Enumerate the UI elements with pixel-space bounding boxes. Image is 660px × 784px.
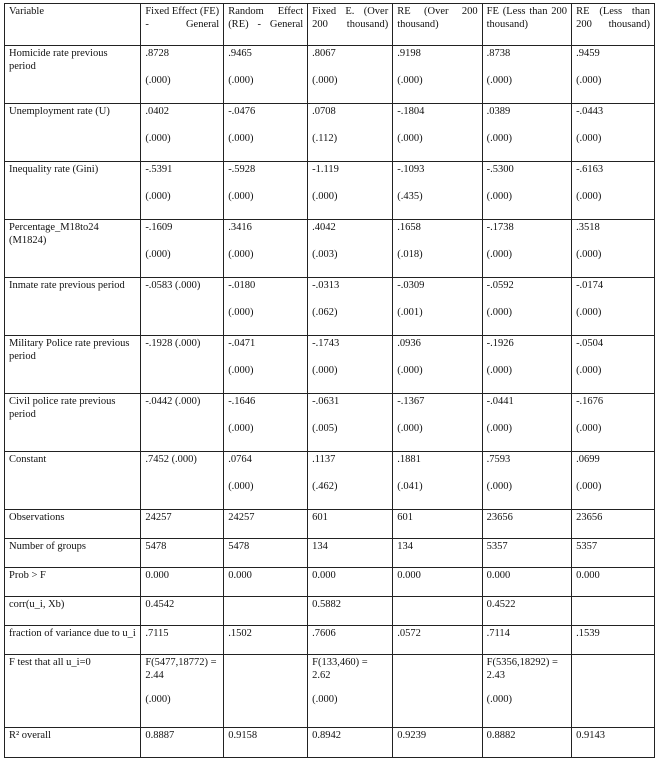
p-value: (.000) [576, 364, 602, 376]
stat-value: .7115 [141, 626, 224, 655]
coefficient-value: .8728 [145, 48, 169, 59]
stat-value: 0.9239 [393, 728, 482, 758]
coef-cell [482, 162, 571, 220]
coef-cell [482, 394, 571, 452]
coefficient-value: .3518 [576, 222, 600, 233]
coefficient-value: -.1738 [486, 222, 514, 233]
table-row [5, 539, 655, 568]
table-row [5, 336, 655, 394]
p-value: (.000) [576, 248, 602, 260]
p-value: (.018) [397, 248, 423, 260]
coefficient-value: .4042 [312, 222, 336, 233]
p-value: (.000) [486, 422, 513, 434]
f-statistic: F(5477,18772) = 2.44 [145, 657, 217, 681]
p-value: (.000) [228, 248, 254, 260]
p-value: (.000) [228, 306, 254, 318]
coef-cell [224, 104, 308, 162]
coef-cell [572, 46, 655, 104]
coefficient-value: .1881 [397, 454, 421, 465]
p-value: (.000) [228, 364, 254, 376]
coef-cell [393, 452, 482, 510]
coef-cell [141, 220, 224, 278]
coefficient-value: -.6163 [576, 164, 604, 175]
stat-value: 0.000 [308, 568, 393, 597]
p-value: (.000) [397, 132, 423, 144]
table-row [5, 104, 655, 162]
p-value: (.000) [486, 190, 513, 202]
stat-label: fraction of variance due to u_i [5, 626, 141, 655]
ftest-cell [393, 655, 482, 728]
p-value: (.000) [576, 132, 602, 144]
row-label: Constant [5, 452, 141, 510]
p-value: (.000) [486, 74, 513, 86]
coef-cell [308, 46, 393, 104]
coefficient-value: .9459 [576, 48, 600, 59]
p-value: (.000) [576, 422, 602, 434]
stat-value [224, 597, 308, 626]
coefficient-value: .8738 [486, 48, 511, 59]
coefficient-value: -.1804 [397, 106, 425, 117]
p-value: (.000) [312, 190, 338, 202]
stat-value: 601 [308, 510, 393, 539]
stat-value: 0.000 [572, 568, 655, 597]
coef-cell [393, 336, 482, 394]
coef-cell [308, 104, 393, 162]
stat-value: 0.000 [393, 568, 482, 597]
header-re-less-200k: RE (Less than 200 thousand) [572, 4, 655, 46]
ftest-cell [141, 655, 224, 728]
p-value: (.000) [145, 694, 171, 705]
ftest-cell [572, 655, 655, 728]
coefficient-value: -.1676 [576, 396, 604, 407]
coef-cell [141, 104, 224, 162]
coef-cell [482, 278, 571, 336]
coefficient-value: -.0476 [228, 106, 256, 117]
stat-value [572, 597, 655, 626]
stat-value [393, 597, 482, 626]
ftest-cell [482, 655, 571, 728]
ftest-cell [224, 655, 308, 728]
coefficient-value: -.0441 [486, 396, 514, 407]
row-label: Percentage_M18to24 (M1824) [5, 220, 141, 278]
p-value: (.062) [312, 306, 338, 318]
coefficient-value: -.0583 (.000) [145, 280, 201, 291]
p-value: (.001) [397, 306, 423, 318]
coefficient-value: -.0313 [312, 280, 340, 291]
stat-value: .1502 [224, 626, 308, 655]
p-value: (.000) [576, 306, 602, 318]
coefficient-value: .0699 [576, 454, 600, 465]
coefficient-value: -.0471 [228, 338, 256, 349]
header-variable: Variable [5, 4, 141, 46]
stat-label: corr(u_i, Xb) [5, 597, 141, 626]
stat-value: 5478 [141, 539, 224, 568]
coef-cell [482, 46, 571, 104]
header-re-over-200k: RE (Over 200 thousand) [393, 4, 482, 46]
coef-cell [482, 220, 571, 278]
coefficient-value: -.5928 [228, 164, 256, 175]
stat-label: Number of groups [5, 539, 141, 568]
coefficient-value: .1658 [397, 222, 421, 233]
table-row [5, 626, 655, 655]
stat-value: 23656 [572, 510, 655, 539]
p-value: (.000) [228, 74, 254, 86]
table-row [5, 162, 655, 220]
table-row [5, 278, 655, 336]
coef-cell [572, 452, 655, 510]
coef-cell [482, 336, 571, 394]
coef-cell [224, 336, 308, 394]
p-value: (.000) [145, 74, 171, 86]
coefficient-value: .0936 [397, 338, 421, 349]
table-row [5, 452, 655, 510]
coefficient-value: .0402 [145, 106, 169, 117]
table-row [5, 220, 655, 278]
p-value: (.000) [228, 422, 254, 434]
coef-cell [141, 46, 224, 104]
stat-value: 0.000 [141, 568, 224, 597]
p-value: (.000) [397, 74, 423, 86]
coef-cell [572, 394, 655, 452]
f-statistic: F(133,460) = 2.62 [312, 657, 368, 681]
coefficient-value: -.0174 [576, 280, 604, 291]
table-row-r2 [5, 728, 655, 758]
coef-cell [141, 394, 224, 452]
p-value: (.000) [576, 480, 602, 492]
coefficient-value: .8067 [312, 48, 336, 59]
coefficient-value: -.5391 [145, 164, 173, 175]
p-value: (.000) [228, 480, 254, 492]
regression-results-table [4, 3, 655, 758]
coef-cell [141, 162, 224, 220]
coefficient-value: .3416 [228, 222, 252, 233]
stat-value: .0572 [393, 626, 482, 655]
stat-value: 5478 [224, 539, 308, 568]
ftest-cell [308, 655, 393, 728]
stat-value: 601 [393, 510, 482, 539]
coef-cell [482, 452, 571, 510]
coefficient-value: -.1928 (.000) [145, 338, 201, 349]
coef-cell [393, 162, 482, 220]
p-value: (.000) [397, 364, 423, 376]
header-re-general: Random Effect (RE) - General [224, 4, 308, 46]
coef-cell [308, 336, 393, 394]
table-row [5, 597, 655, 626]
stat-value: 0.5882 [308, 597, 393, 626]
stat-label: Prob > F [5, 568, 141, 597]
p-value: (.000) [486, 364, 513, 376]
coefficient-value: -.1609 [145, 222, 173, 233]
coef-cell [224, 162, 308, 220]
table-row [5, 510, 655, 539]
header-row [5, 4, 655, 46]
stat-value: 24257 [141, 510, 224, 539]
coef-cell [482, 104, 571, 162]
stat-value: 0.8887 [141, 728, 224, 758]
stat-value: .1539 [572, 626, 655, 655]
coefficient-value: .0389 [486, 106, 511, 117]
coef-cell [224, 220, 308, 278]
p-value: (.000) [145, 190, 171, 202]
coef-cell [308, 220, 393, 278]
stat-value: 23656 [482, 510, 571, 539]
p-value: (.000) [312, 694, 338, 705]
coef-cell [224, 394, 308, 452]
coef-cell [224, 46, 308, 104]
coefficient-value: .9198 [397, 48, 421, 59]
row-label: Civil police rate previous period [5, 394, 141, 452]
coef-cell [572, 278, 655, 336]
p-value: (.041) [397, 480, 423, 492]
coefficient-value: -.0443 [576, 106, 604, 117]
coef-cell [572, 104, 655, 162]
table-row [5, 394, 655, 452]
table-row [5, 568, 655, 597]
coefficient-value: -.1743 [312, 338, 340, 349]
stat-value: 0.4542 [141, 597, 224, 626]
row-label: Military Police rate previous period [5, 336, 141, 394]
stat-value: 24257 [224, 510, 308, 539]
stat-value: 0.9158 [224, 728, 308, 758]
row-label: Inequality rate (Gini) [5, 162, 141, 220]
p-value: (.003) [312, 248, 338, 260]
header-fe-over-200k: Fixed E. (Over 200 thousand) [308, 4, 393, 46]
coef-cell [393, 104, 482, 162]
stat-value: .7114 [482, 626, 571, 655]
stat-value: 0.000 [224, 568, 308, 597]
coefficient-value: -1.119 [312, 164, 339, 175]
stat-value: 0.000 [482, 568, 571, 597]
p-value: (.000) [486, 694, 513, 705]
coefficient-value: .1137 [312, 454, 336, 465]
coef-cell [308, 452, 393, 510]
coef-cell [393, 278, 482, 336]
coefficient-value: -.0631 [312, 396, 340, 407]
coef-cell [308, 278, 393, 336]
header-fe-general: Fixed Effect (FE) - General [141, 4, 224, 46]
coefficient-value: -.1367 [397, 396, 425, 407]
stat-value: 134 [393, 539, 482, 568]
p-value: (.000) [228, 190, 254, 202]
coefficient-value: .7452 (.000) [145, 454, 197, 465]
p-value: (.000) [486, 306, 513, 318]
p-value: (.000) [145, 132, 171, 144]
stat-label: Observations [5, 510, 141, 539]
row-label: Inmate rate previous period [5, 278, 141, 336]
p-value: (.112) [312, 132, 338, 144]
row-label: Homicide rate previous period [5, 46, 141, 104]
coefficient-value: -.1646 [228, 396, 256, 407]
stat-label: F test that all u_i=0 [5, 655, 141, 728]
coefficient-value: -.1926 [486, 338, 514, 349]
stat-value: 5357 [572, 539, 655, 568]
coef-cell [393, 394, 482, 452]
p-value: (.462) [312, 480, 338, 492]
p-value: (.000) [486, 132, 513, 144]
coefficient-value: -.0592 [486, 280, 514, 291]
coefficient-value: -.0442 (.000) [145, 396, 201, 407]
stat-label: R² overall [5, 728, 141, 758]
table-row [5, 46, 655, 104]
coef-cell [141, 336, 224, 394]
p-value: (.000) [576, 74, 602, 86]
coef-cell [308, 162, 393, 220]
p-value: (.000) [576, 190, 602, 202]
coef-cell [141, 278, 224, 336]
stat-value: 0.8882 [482, 728, 571, 758]
coefficient-value: .9465 [228, 48, 252, 59]
coef-cell [308, 394, 393, 452]
stat-value: 0.4522 [482, 597, 571, 626]
coefficient-value: -.0309 [397, 280, 425, 291]
p-value: (.000) [397, 422, 423, 434]
stat-value: 0.8942 [308, 728, 393, 758]
coef-cell [141, 452, 224, 510]
table-row-ftest [5, 655, 655, 728]
p-value: (.000) [486, 248, 513, 260]
p-value: (.000) [228, 132, 254, 144]
coefficient-value: -.0180 [228, 280, 256, 291]
stat-value: 5357 [482, 539, 571, 568]
stat-value: .7606 [308, 626, 393, 655]
header-fe-less-200k: FE (Less than 200 thousand) [482, 4, 571, 46]
coef-cell [572, 162, 655, 220]
coef-cell [224, 452, 308, 510]
coefficient-value: -.1093 [397, 164, 425, 175]
row-label: Unemployment rate (U) [5, 104, 141, 162]
p-value: (.000) [312, 74, 338, 86]
coefficient-value: -.5300 [486, 164, 514, 175]
coefficient-value: -.0504 [576, 338, 604, 349]
coefficient-value: .0764 [228, 454, 252, 465]
p-value: (.000) [145, 248, 171, 260]
coef-cell [572, 336, 655, 394]
f-statistic: F(5356,18292) = 2.43 [486, 657, 558, 681]
coefficient-value: .0708 [312, 106, 336, 117]
coef-cell [224, 278, 308, 336]
coef-cell [572, 220, 655, 278]
p-value: (.000) [486, 480, 513, 492]
coef-cell [393, 220, 482, 278]
p-value: (.435) [397, 190, 423, 202]
coefficient-value: .7593 [486, 454, 511, 465]
p-value: (.005) [312, 422, 338, 434]
coef-cell [393, 46, 482, 104]
stat-value: 134 [308, 539, 393, 568]
stat-value: 0.9143 [572, 728, 655, 758]
p-value: (.000) [312, 364, 338, 376]
